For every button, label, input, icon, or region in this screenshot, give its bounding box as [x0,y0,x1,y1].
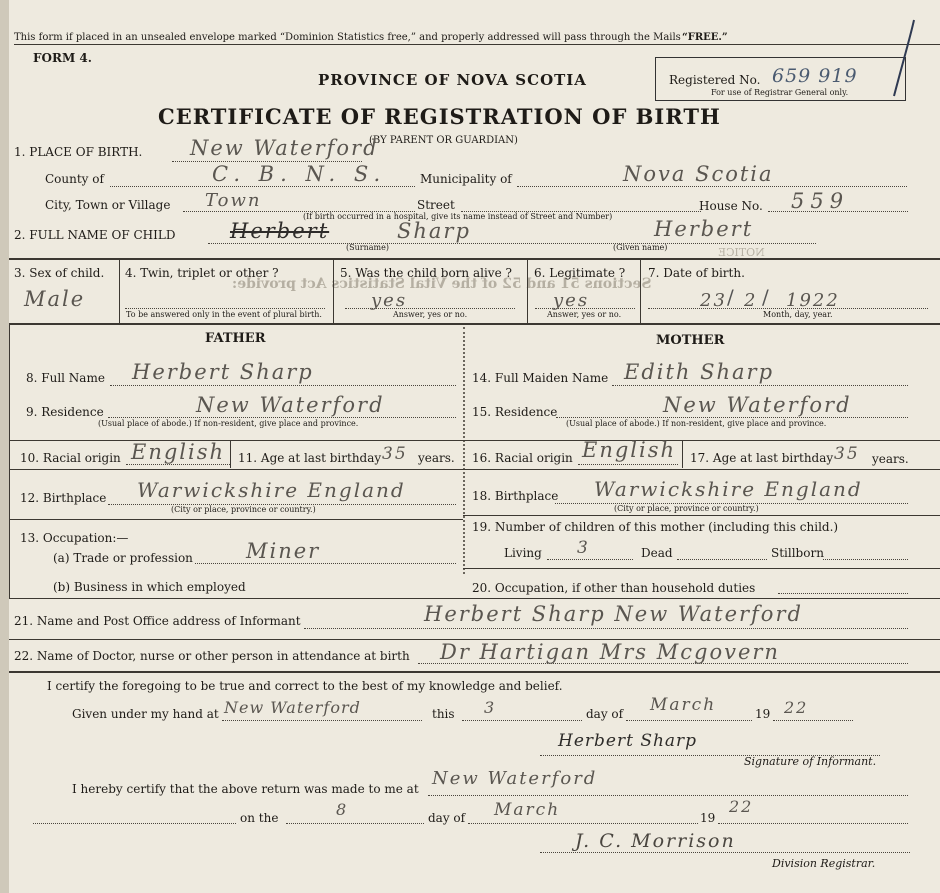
sex-value: Male [24,287,86,311]
mother-occupation-label: 20. Occupation, if other than household duties [472,581,756,595]
registrar-month-line [468,823,698,824]
father-name-line [110,385,456,386]
legit-label: 6. Legitimate ? [534,266,626,280]
hospital-note: (If birth occurred in a hospital, give its name instead of Street and Number) [303,212,613,221]
birth-day: 23 [700,290,727,311]
certificate-subtitle: (BY PARENT OR GUARDIAN) [369,135,518,146]
mother-birthplace-label: 18. Birthplace [472,489,559,503]
sex-label: 3. Sex of child. [14,266,105,280]
section-left-border [9,323,10,598]
this-label: this [432,707,455,721]
mother-age-value: 35 [834,444,860,464]
full-name-line [208,243,816,244]
mother-children-label: 19. Number of children of this mother (including this child.) [472,520,839,534]
father-racial-value: English [131,440,226,464]
father-occupation-label: 13. Occupation:— [20,531,129,545]
page-left-edge [0,0,9,893]
section-bottom-rule [9,598,940,599]
father-name-label: 8. Full Name [26,371,105,385]
father-row10-bottom [9,469,463,470]
father-years-label: years. [418,451,455,465]
registrar-day-line [286,823,424,824]
mother-racial-value: English [582,438,677,462]
day-value: 3 [484,698,497,717]
registrar-signature-line [540,852,910,853]
alive-caption: Answer, yes or no. [393,310,468,319]
place-of-birth-label: 1. PLACE OF BIRTH. [14,145,143,159]
mother-row16-top [463,440,940,441]
crossed-name: Herbert [230,219,330,243]
mother-row19-top [463,515,940,516]
mother-row16-bottom [463,469,940,470]
father-residence-label: 9. Residence [26,405,104,419]
date-caption: Month, day, year. [763,310,833,319]
father-residence-line [108,417,456,418]
registrar-day-of-label: day of [428,811,466,825]
father-birthplace-label: 12. Birthplace [20,491,107,505]
county-line [110,186,415,187]
father-heading: FATHER [205,331,266,346]
legit-caption: Answer, yes or no. [547,310,622,319]
row3-top-rule [9,258,940,260]
city-value: Town [205,190,262,211]
house-label: House No. [699,199,763,213]
birth-month: 2 [744,290,758,311]
father-residence-value: New Waterford [196,393,385,417]
father-abode-note: (Usual place of abode.) If non-resident, give place and province. [98,419,359,428]
row3-div-1 [119,260,120,323]
mother-stillborn-label: Stillborn [771,546,824,560]
province-title: PROVINCE OF NOVA SCOTIA [318,71,587,89]
date-sep-1: / [727,285,734,309]
registrar-signature: J. C. Morrison [575,830,736,852]
signature-caption: Signature of Informant. [744,755,877,768]
registrar-check-mark [888,18,918,100]
registrar-year-prefix: 19 [700,811,716,825]
registrar-place-line [428,795,908,796]
registered-number: 659 919 [772,65,858,87]
alive-value: yes [371,290,408,311]
given-caption: (Given name) [613,243,668,252]
row3-div-4 [640,260,641,323]
twin-label: 4. Twin, triplet or other ? [125,266,279,280]
certify-statement: I certify the foregoing to be true and correct to the best of my knowledge and belief. [47,679,563,693]
birth-year: 1922 [786,290,840,311]
registrar-day-value: 8 [336,800,349,819]
city-label: City, Town or Village [45,198,171,212]
mother-birthplace-value: Warwickshire England [594,477,863,501]
doctor-bottom-rule [9,671,940,673]
mother-age-divider [682,441,683,468]
informant-value: Herbert Sharp New Waterford [424,602,803,626]
father-business-label: (b) Business in which employed [53,580,246,594]
mother-residence-label: 15. Residence [472,405,558,419]
doctor-value: Dr Hartigan Mrs Mcgovern [440,640,780,664]
mail-free: “FREE.” [682,32,728,43]
full-name-label: 2. FULL NAME OF CHILD [14,228,176,242]
registrar-year-line [718,823,908,824]
on-the-label: on the [240,811,279,825]
twin-note: To be answered only in the event of plural birth. [126,310,322,319]
informant-signature: Herbert Sharp [558,731,698,751]
date-sep-2: / [762,285,769,309]
municipality-line [517,186,907,187]
father-age-value: 35 [382,444,408,464]
mother-maiden-line [612,385,908,386]
mother-abode-note: (Usual place of abode.) If non-resident, give place and province. [566,419,827,428]
surname-caption: (Surname) [346,243,389,252]
father-row13-top [9,519,463,520]
street-label: Street [417,198,455,212]
father-birthplace-note: (City or place, province or country.) [171,505,316,514]
mother-maiden-label: 14. Full Maiden Name [472,371,609,385]
registrar-place-value: New Waterford [432,768,598,789]
county-value: C. B. N. S. [212,162,387,186]
mother-living-label: Living [504,546,542,560]
show-through-notice: NOTICE [718,246,765,259]
row3-bottom-rule [9,323,940,325]
father-racial-label: 10. Racial origin [20,451,121,465]
mother-dead-label: Dead [641,546,673,560]
mother-dead-line [677,559,767,560]
county-label: County of [45,172,104,186]
municipality-label: Municipality of [420,172,512,186]
certificate-title: CERTIFICATE OF REGISTRATION OF BIRTH [158,104,721,129]
mail-note-rule [14,44,940,45]
mother-residence-value: New Waterford [663,393,852,417]
registrar-year-value: 22 [729,797,754,816]
informant-line [304,628,908,629]
day-line [462,720,582,721]
year-line [773,720,853,721]
registered-label: Registered No. [669,73,761,87]
given-name-value: Herbert [654,217,754,241]
mother-stillborn-line [823,559,908,560]
father-trade-value: Miner [246,539,321,563]
mother-racial-line [578,464,678,465]
doctor-label: 22. Name of Doctor, nurse or other person in attendance at birth [14,649,410,663]
father-name-value: Herbert Sharp [132,360,314,384]
year-value: 22 [784,698,809,717]
show-through-text: Sections 51 and 52 of the Vital Statistics Act provide: [232,276,652,292]
registrar-caption: Division Registrar. [772,857,876,870]
date-label: 7. Date of birth. [648,266,745,280]
municipality-value: Nova Scotia [623,162,774,186]
father-trade-line [195,563,456,564]
month-line [626,720,752,721]
center-divider [463,327,465,574]
mother-maiden-value: Edith Sharp [624,360,775,384]
mother-years-label: years. [872,452,909,466]
given-label: Given under my hand at [72,707,219,721]
father-row10-top [9,440,463,441]
mother-row20-top [463,568,940,569]
father-trade-label: (a) Trade or profession [53,551,193,565]
alive-label: 5. Was the child born alive ? [340,266,512,280]
day-of-label: day of [586,707,624,721]
mother-birthplace-note: (City or place, province or country.) [614,504,759,513]
mail-note: This form if placed in an unsealed envelope marked “Dominion Statistics free,” and properly addressed will pass through the Mails [14,32,681,43]
month-value: March [650,695,717,715]
form-number: FORM 4. [33,51,92,65]
given-place-value: New Waterford [224,698,361,717]
registrar-continue-line [33,823,236,824]
given-place-line [222,720,422,721]
informant-label: 21. Name and Post Office address of Informant [14,614,301,628]
mother-occupation-line [778,593,908,594]
mother-heading: MOTHER [656,333,725,348]
registrar-month-value: March [494,800,561,820]
house-value: 559 [791,189,850,213]
year-prefix: 19 [755,707,771,721]
father-birthplace-value: Warwickshire England [137,478,406,502]
father-age-divider [230,441,231,468]
twin-line [125,308,325,309]
mother-living-line [547,559,633,560]
mother-living-value: 3 [577,538,590,558]
registrar-statement: I hereby certify that the above return was made to me at [72,782,419,796]
mother-age-label: 17. Age at last birthday [690,451,834,465]
legit-value: yes [553,290,590,311]
row3-div-3 [527,260,528,323]
father-racial-line [126,464,230,465]
mother-residence-line [556,417,908,418]
place-of-birth-value: New Waterford [190,136,379,160]
mother-racial-label: 16. Racial origin [472,451,573,465]
registrar-general-note: For use of Registrar General only. [711,88,849,97]
surname-value: Sharp [397,219,471,243]
father-age-label: 11. Age at last birthday [238,451,382,465]
row3-div-2 [333,260,334,323]
